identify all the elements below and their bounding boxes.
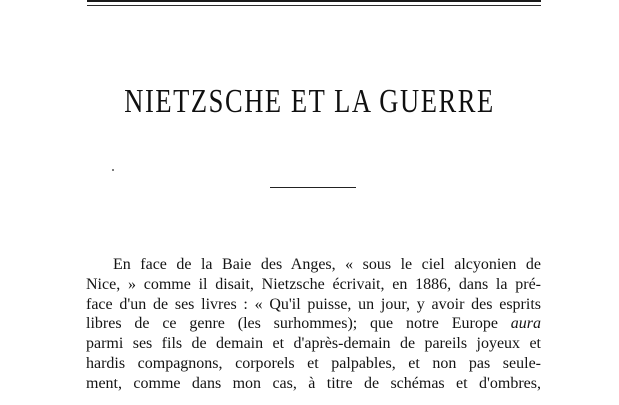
text-line-part: libres de ce genre (les surhommes); que notre Europe xyxy=(86,315,498,333)
top-rule xyxy=(87,0,541,2)
title-underline-rule xyxy=(270,187,356,188)
text-line: Nice, » comme il disait, Nietzsche écrivait, en 1886, dans la pré- xyxy=(86,275,541,293)
text-line: face d'un de ses livres : « Qu'il puisse, un jour, y avoir des esprits xyxy=(86,295,541,313)
text-line xyxy=(86,314,541,334)
print-speck xyxy=(112,169,114,171)
italic-word: aura xyxy=(510,315,541,333)
text-line: parmi ses fils de demain et d'après-demain de pareils joyeux et xyxy=(86,335,541,353)
top-rule-thin xyxy=(87,5,541,6)
page-title: NIETZSCHE ET LA GUERRE xyxy=(124,83,495,120)
text-line: ment, comme dans mon cas, à titre de schémas et d'ombres, xyxy=(86,374,541,392)
text-line: hardis compagnons, corporels et palpables, et non pas seule- xyxy=(86,354,541,372)
body-paragraph xyxy=(86,255,541,394)
text-line: En face de la Baie des Anges, « sous le ciel alcyonien de xyxy=(113,256,541,273)
